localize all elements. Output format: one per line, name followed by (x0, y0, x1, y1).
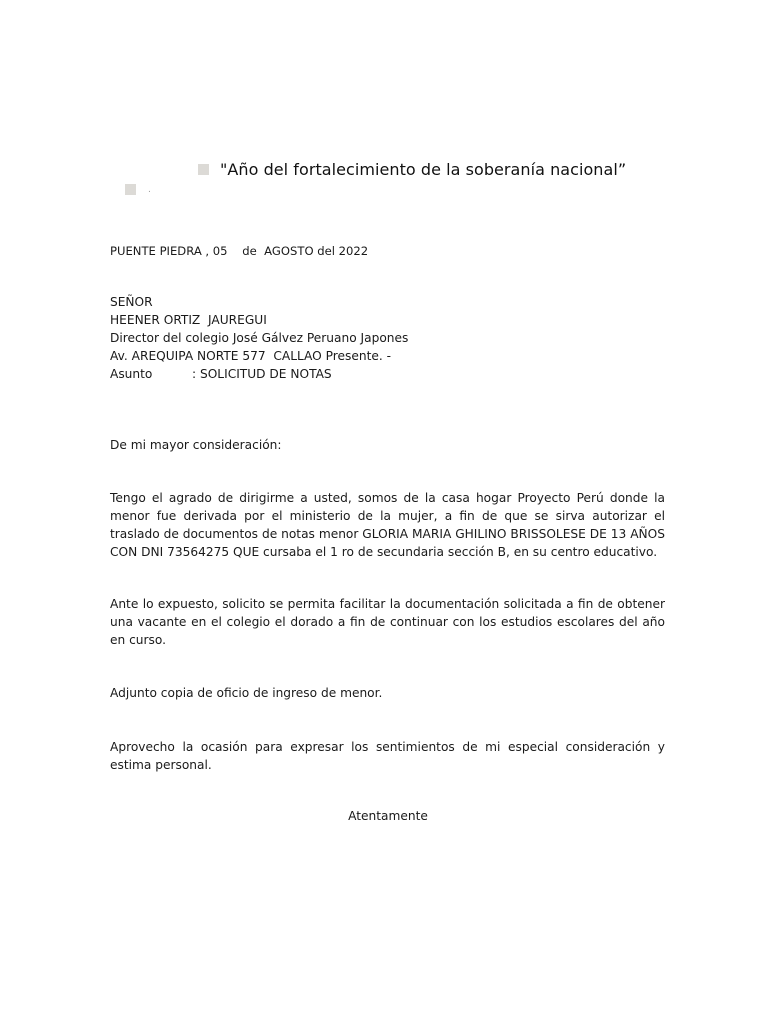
date-line: PUENTE PIEDRA , 05 de AGOSTO del 2022 (110, 244, 369, 258)
motto-text: "Año del fortalecimiento de la soberanía nacional” (220, 160, 627, 179)
body-paragraph-4: Aprovecho la ocasión para expresar los sentimientos de mi especial consideración y estima personal. (110, 740, 665, 772)
recipient-name: HEENER ORTIZ JAUREGUI (110, 313, 267, 327)
subject-line (110, 365, 332, 383)
closing: Atentamente (348, 809, 428, 823)
subject-label: Asunto (110, 367, 153, 381)
subject-value: : SOLICITUD DE NOTAS (192, 367, 332, 381)
recipient-block (110, 293, 408, 365)
body-paragraph-2: Ante lo expuesto, solicito se permita facilitar la documentación solicitada a fin de obtener una vacante en el colegio el dorado a fin de continuar con los estudios escolares del año en curso. (110, 597, 665, 647)
recipient-address: Av. AREQUIPA NORTE 577 CALLAO Presente. - (110, 349, 392, 363)
bullet-mark: . (148, 185, 151, 195)
body-paragraph-3: Adjunto copia de oficio de ingreso de menor. (110, 686, 383, 700)
secondary-bullet (125, 184, 151, 195)
motto-heading (198, 160, 626, 179)
recipient-title: Director del colegio José Gálvez Peruano Japones (110, 331, 409, 345)
greeting: De mi mayor consideración: (110, 438, 282, 452)
recipient-salutation: SEÑOR (110, 295, 153, 309)
body-paragraph-1: Tengo el agrado de dirigirme a usted, somos de la casa hogar Proyecto Perú donde la menor fue derivada por el ministerio de la mujer, a fin de que se sirva autorizar el traslado de documentos de notas menor GLORIA MARIA GHILINO BRISSOLESE DE 13 AÑOS CON DNI 73564275 QUE cursaba el 1 ro de secundaria sección B, en su centro educativo. (110, 491, 665, 559)
bullet-square-icon (125, 184, 136, 195)
bullet-square-icon (198, 164, 209, 175)
